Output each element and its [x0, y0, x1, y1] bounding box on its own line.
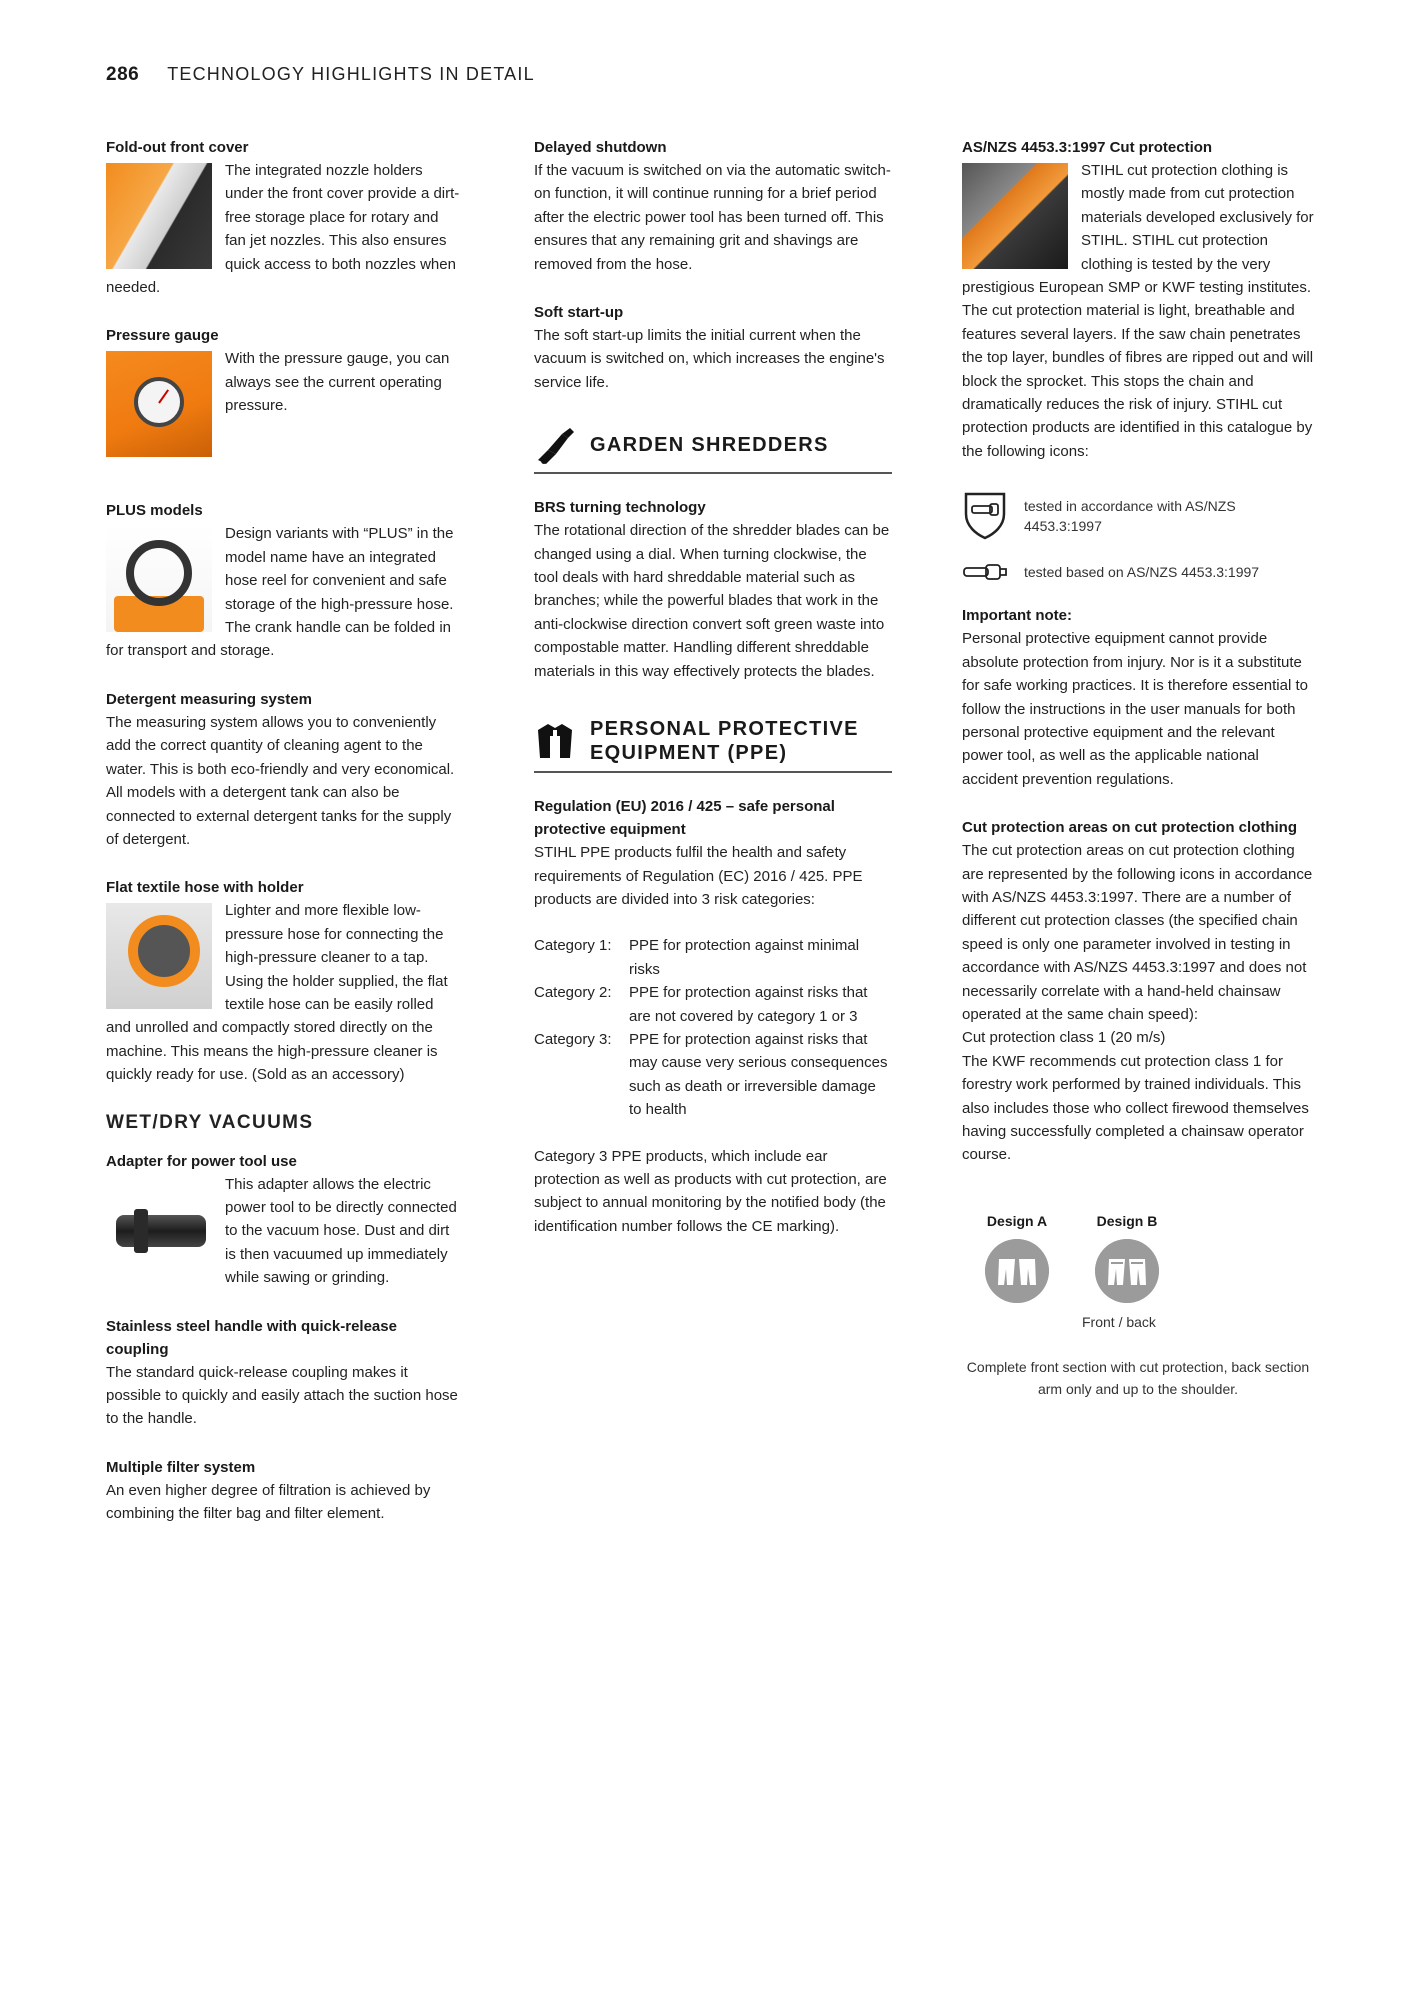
- design-b: [1092, 1211, 1162, 1308]
- block-text: This adapter allows the electric power tool to be directly connected to the vacuum hose. Dust and dirt is then vacuumed up immediately while sawing or grinding.: [225, 1175, 457, 1287]
- design-icons: [982, 1211, 1314, 1308]
- page-number: 286: [106, 64, 140, 85]
- pressure-gauge-photo: [106, 351, 212, 457]
- block-text: Personal protective equipment cannot provide absolute protection from injury. Nor is it a substitute for safe working practices. It is therefore essential to follow the instructions in the user manuals for both personal protective equipment and the relevant power tool, as well as the applicable national accident prevention regulations.: [962, 630, 1308, 788]
- block-title: Delayed shutdown: [534, 139, 667, 156]
- regulation-block: [534, 795, 892, 1238]
- block-title: PLUS models: [106, 502, 203, 520]
- block-title: Flat textile hose with holder: [106, 879, 304, 897]
- multi-filter-block: [106, 1456, 462, 1526]
- plus-models-block: [106, 499, 462, 662]
- block-text: STIHL cut protection clothing is mostly made from cut protection materials developed exclusively for STIHL. STIHL cut protection clothing is tested by the very prestigious European SMP or KWF testing institutes. The cut protection material is light, breathable and features several layers. If the saw chain penetrates the top layer, bundles of fibres are ripped out and will block the sprocket. This stops the chain and dramatically reduces the risk of injury. STIHL cut protection products are identified in this catalogue by the following icons:: [962, 162, 1314, 460]
- block-text: The rotational direction of the shredder blades can be changed using a dial. When turning clockwise, the tool deals with hard shreddable material such as branches; while the powerful blades that work in the anti-clockwise direction convert soft green waste into compostable matter. Handling different shreddable materials in this way effectively protects the blades.: [534, 522, 890, 680]
- fold-out-front-cover-block: [106, 136, 462, 299]
- jacket-icon: [534, 720, 576, 762]
- section-title: TECHNOLOGY HIGHLIGHTS IN DETAIL: [167, 64, 535, 84]
- icon-legend-based: [962, 562, 1314, 582]
- category-value: PPE for protection against minimal risks: [629, 937, 860, 978]
- flat-hose-block: [106, 876, 462, 1086]
- block-title: Cut protection areas on cut protection clothing: [962, 819, 1298, 837]
- design-a: [982, 1211, 1052, 1308]
- risk-category-item: [534, 1028, 892, 1122]
- block-title: Stainless steel handle with quick-release coupling: [106, 1317, 397, 1358]
- icon-legend-text: tested based on AS/NZS 4453.3:1997: [1024, 564, 1260, 581]
- icon-legend-tested: [962, 488, 1314, 540]
- block-title: Soft start-up: [534, 304, 624, 322]
- front-back-label: Front / back: [1082, 1313, 1156, 1330]
- block-text: The cut protection areas on cut protection clothing are represented by the following icons in accordance with AS/NZS 4453.3:1997. There are a number of different cut protection classes (the specified chain speed is only one parameter involved in testing in accordance with AS/NZS 4453.3:1997 and does not necessarily correlate with a hand-held chainsaw operated at the same chain speed):: [962, 842, 1313, 1023]
- ppe-title-line-1: PERSONAL PROTECTIVE: [590, 718, 859, 741]
- design-b-label: Design B: [1096, 1212, 1158, 1229]
- kwf-text: The KWF recommends cut protection class 1 for forestry work performed by trained individuals. This also includes those who collect firewood themselves having successfully completed a chainsaw operator course.: [962, 1052, 1309, 1164]
- block-title: Pressure gauge: [106, 327, 219, 345]
- category-value: PPE for protection against risks that are not covered by category 1 or 3: [629, 984, 868, 1025]
- risk-category-item: [534, 981, 892, 1028]
- chainsaw-photo: [962, 163, 1068, 269]
- delayed-shutdown-block: [534, 136, 892, 276]
- flat-hose-photo: [106, 903, 212, 1009]
- garden-shredders-header: [534, 424, 892, 474]
- soft-start-block: [534, 301, 892, 394]
- adapter-block: [106, 1150, 462, 1290]
- column-left: [106, 136, 462, 1551]
- block-title: Regulation (EU) 2016 / 425 – safe personal protective equipment: [534, 798, 835, 839]
- category-key: Category 1:: [534, 937, 612, 955]
- block-text: An even higher degree of filtration is achieved by combining the filter bag and filter element.: [106, 1481, 431, 1523]
- block-title: Detergent measuring system: [106, 690, 312, 708]
- block-text: If the vacuum is switched on via the automatic switch-on function, it will continue running for a brief period after the electric power tool has been turned off. This ensures that any remaining grit and shavings are removed from the hose.: [534, 162, 891, 273]
- block-text: Design variants with “PLUS” in the model name have an integrated hose reel for convenient and safe storage of the high-pressure hose. The crank handle can be folded in for transport and storage.: [106, 525, 454, 660]
- block-text: Lighter and more flexible low-pressure hose for connecting the high-pressure cleaner to a tap. Using the holder supplied, the flat textile hose can be easily rolled and unrolled and compactly stored directly on the machine. This means the high-pressure cleaner is quickly ready for use. (Sold as an accessory): [106, 902, 448, 1084]
- icon-legend-text: tested in accordance with AS/NZS 4453.3:1997: [1024, 498, 1236, 535]
- column-middle: [534, 136, 892, 1263]
- ppe-title: [590, 717, 859, 765]
- cut-areas-block: [962, 816, 1314, 1167]
- shield-chainsaw-icon: [962, 488, 1008, 540]
- trousers-design-b-icon: [1095, 1239, 1159, 1303]
- category-key: Category 3:: [534, 1030, 612, 1048]
- risk-category-list: [534, 934, 892, 1121]
- ppe-header: [534, 717, 892, 773]
- category3-note: Category 3 PPE products, which include ear protection as well as products with cut protection, are subject to annual monitoring by the notified body (the identification number follows the CE marking).: [534, 1147, 887, 1235]
- block-title: BRS turning technology: [534, 499, 706, 517]
- block-title: Fold-out front cover: [106, 139, 249, 156]
- pressure-gauge-block: [106, 324, 462, 474]
- trousers-design-a-icon: [985, 1239, 1049, 1303]
- block-text: The measuring system allows you to conveniently add the correct quantity of cleaning agent to the water. This is both eco-friendly and very economical. All models with a detergent tank can also be connected to external detergent tanks for the supply of detergent.: [106, 713, 455, 848]
- page-header: [106, 64, 535, 86]
- ppe-title-line-2: EQUIPMENT (PPE): [590, 742, 788, 765]
- design-caption: Complete front section with cut protection, back section arm only and up to the shoulder.: [966, 1358, 1310, 1397]
- category-value: PPE for protection against risks that may cause very serious consequences such as death or irreversible damage to health: [629, 1030, 888, 1119]
- block-text: STIHL PPE products fulfil the health and safety requirements of Regulation (EC) 2016 / 425. PPE products are divided into 3 risk categories:: [534, 844, 863, 908]
- column-right: [962, 136, 1314, 1400]
- shredder-icon: [534, 424, 576, 466]
- important-note-block: [962, 604, 1314, 791]
- class-line: Cut protection class 1 (20 m/s): [962, 1029, 1166, 1047]
- plus-model-photo: [106, 526, 212, 632]
- block-text: The standard quick-release coupling makes it possible to quickly and easily attach the suction hose to the handle.: [106, 1363, 458, 1428]
- adapter-photo: [106, 1177, 212, 1283]
- block-title: Adapter for power tool use: [106, 1152, 297, 1170]
- risk-category-item: [534, 934, 892, 981]
- front-cover-photo: [106, 163, 212, 269]
- garden-shredders-title: GARDEN SHREDDERS: [590, 434, 829, 457]
- block-title: Multiple filter system: [106, 1458, 256, 1476]
- design-a-label: Design A: [986, 1212, 1048, 1229]
- block-text: With the pressure gauge, you can always see the current operating pressure.: [225, 350, 450, 415]
- wet-dry-vacuums-heading: WET/DRY VACUUMS: [106, 1111, 314, 1133]
- block-title: AS/NZS 4453.3:1997 Cut protection: [962, 139, 1213, 156]
- block-text: The integrated nozzle holders under the front cover provide a dirt-free storage place for rotary and fan jet nozzles. This also ensures quick access to both nozzles when needed.: [106, 162, 460, 297]
- block-text: The soft start-up limits the initial current when the vacuum is switched on, which increases the engine's service life.: [534, 327, 885, 391]
- stainless-handle-block: [106, 1315, 462, 1431]
- detergent-block: [106, 688, 462, 851]
- category-key: Category 2:: [534, 984, 612, 1002]
- brs-block: [534, 496, 892, 683]
- chainsaw-icon: [962, 562, 1008, 582]
- asnzs-block: [962, 136, 1314, 463]
- block-title: Important note:: [962, 607, 1072, 625]
